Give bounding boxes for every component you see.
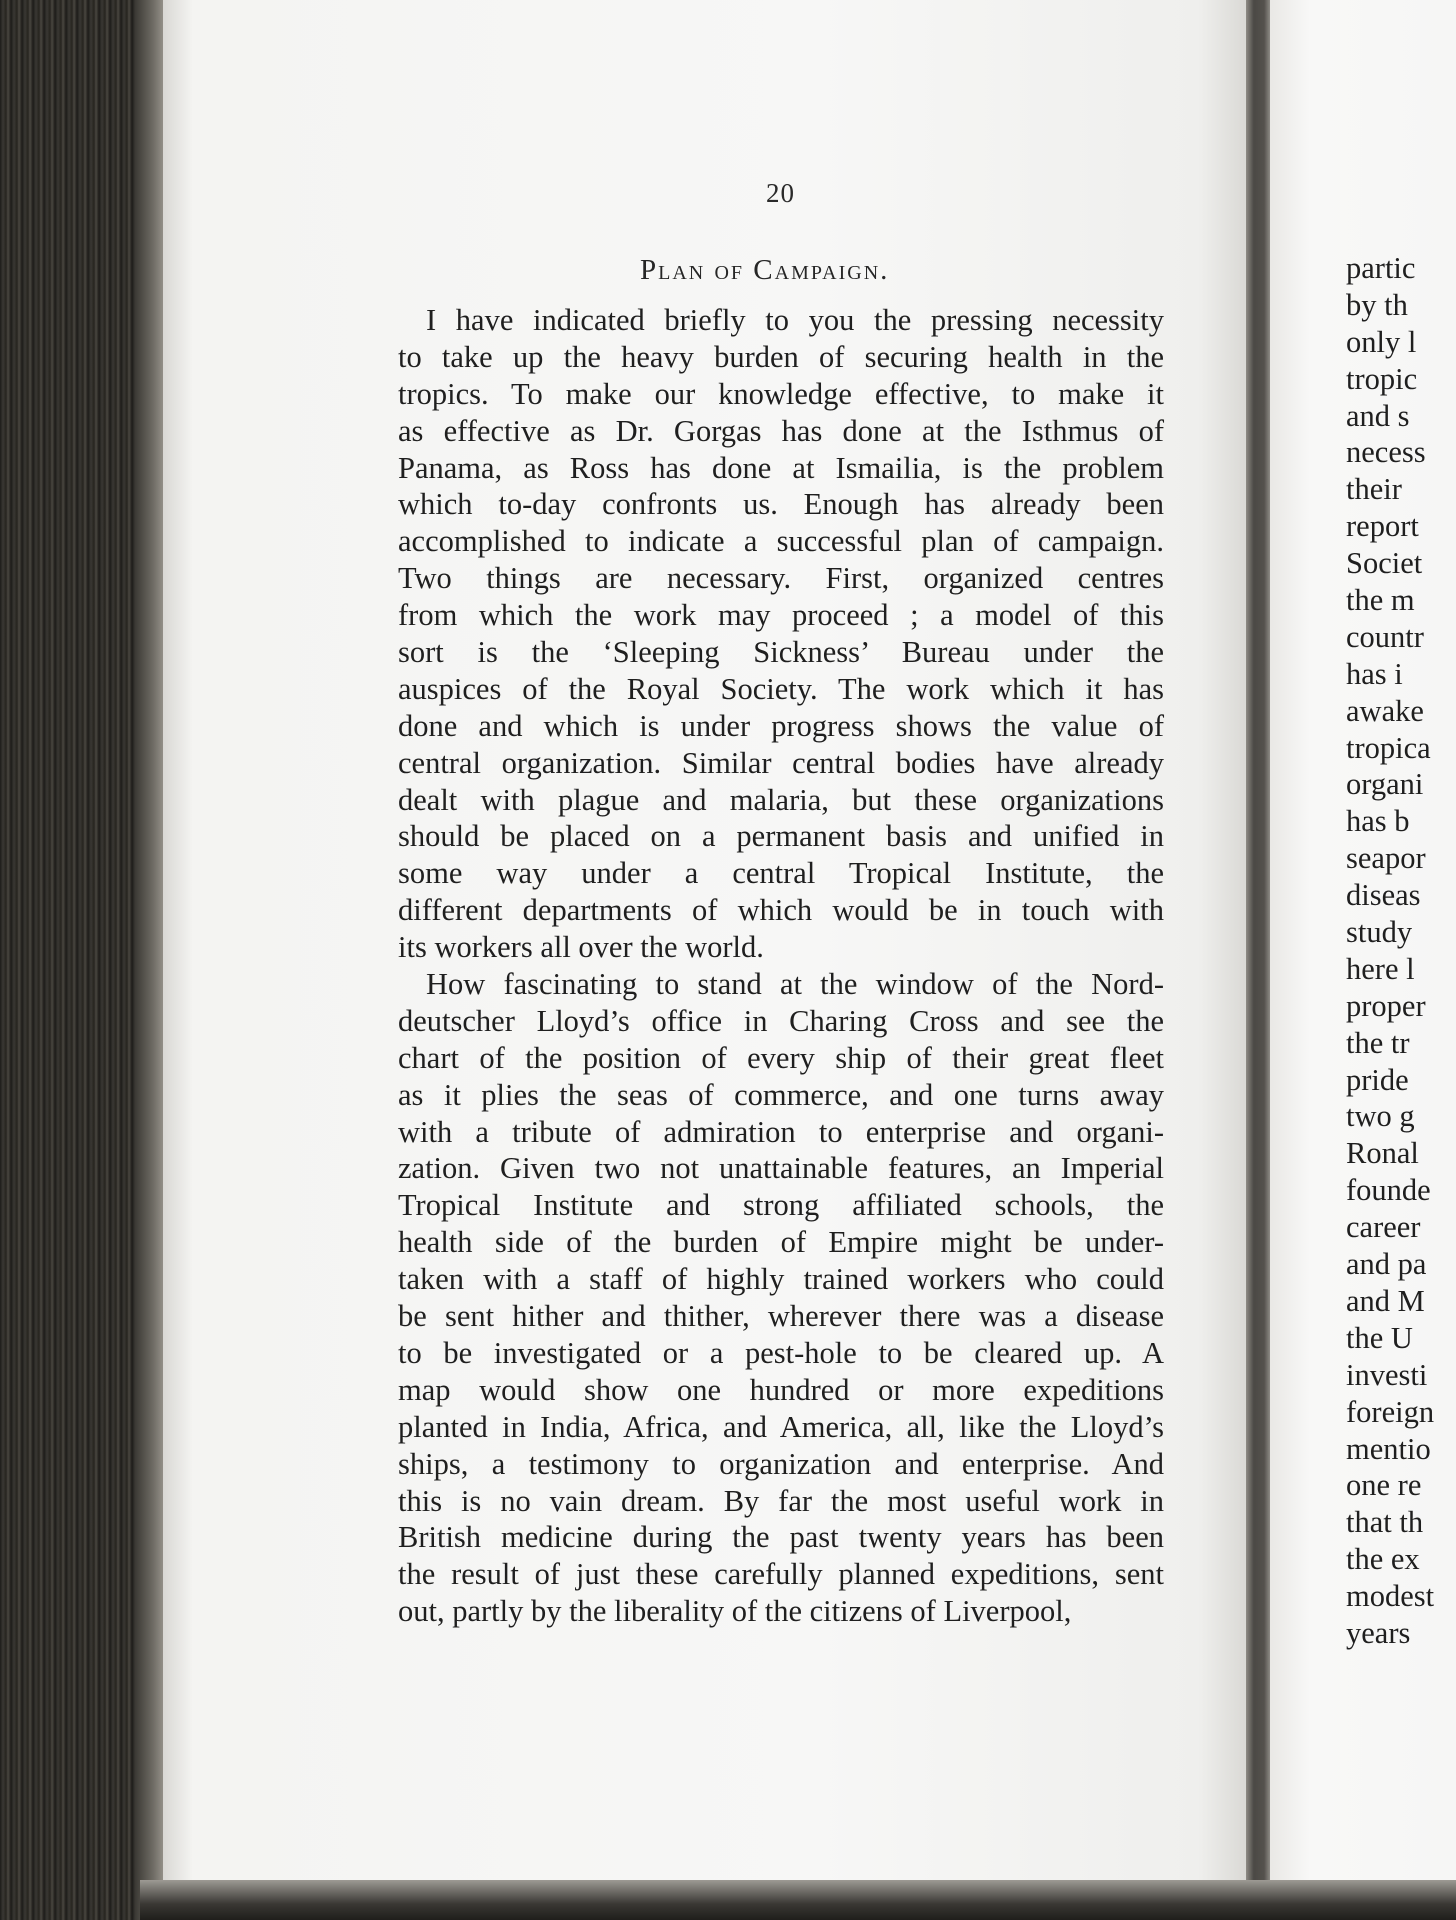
facing-text-line: Societ: [1346, 546, 1423, 581]
facing-page-text: [1346, 250, 1456, 1652]
facing-text-line: that th: [1346, 1505, 1424, 1540]
text-line: should be placed on a permanent basis and unified in: [398, 819, 1164, 854]
facing-text-line: by th: [1346, 287, 1408, 322]
facing-text-line: necess: [1346, 435, 1426, 470]
text-line: map would show one hundred or more expeditions: [398, 1372, 1164, 1407]
text-line: to take up the heavy burden of securing health in the: [398, 339, 1164, 374]
text-line: chart of the position of every ship of their great fleet: [398, 1040, 1164, 1075]
text-line: be sent hither and thither, wherever there was a disease: [398, 1299, 1164, 1334]
text-line: planted in India, Africa, and America, all, like the Lloyd’s: [398, 1409, 1164, 1444]
facing-text-line: countr: [1346, 619, 1424, 654]
text-line: to be investigated or a pest-hole to be cleared up. A: [398, 1335, 1164, 1370]
facing-text-line: Ronal: [1346, 1136, 1419, 1171]
text-line: How fascinating to stand at the window of the Nord-: [426, 967, 1164, 1002]
facing-text-line: organi: [1346, 767, 1424, 802]
facing-text-line: the m: [1346, 583, 1415, 618]
facing-text-line: and M: [1346, 1283, 1425, 1318]
text-line: out, partly by the liberality of the citizens of Liverpool,: [398, 1594, 1072, 1629]
facing-text-line: and s: [1346, 398, 1410, 433]
text-line: I have indicated briefly to you the pressing necessity: [426, 303, 1164, 337]
facing-text-line: here l: [1346, 951, 1415, 986]
facing-text-line: one re: [1346, 1468, 1422, 1503]
facing-text-line: partic: [1346, 251, 1416, 285]
text-line: done and which is under progress shows the value of: [398, 708, 1164, 743]
facing-text-line: the ex: [1346, 1542, 1420, 1577]
text-line: auspices of the Royal Society. The work which it has: [398, 671, 1164, 706]
text-line: Two things are necessary. First, organized centres: [398, 561, 1164, 596]
text-line: British medicine during the past twenty years has been: [398, 1520, 1164, 1555]
text-line: some way under a central Tropical Institute, the: [398, 856, 1164, 891]
facing-text-line: has i: [1346, 656, 1403, 691]
text-line: the result of just these carefully planned expeditions, sent: [398, 1557, 1164, 1592]
text-line: accomplished to indicate a successful plan of campaign.: [398, 524, 1164, 559]
book-bottom-edge: [140, 1880, 1456, 1920]
paragraph-2: [398, 966, 1164, 1630]
text-line: deutscher Lloyd’s office in Charing Cross and see the: [398, 1003, 1164, 1038]
paragraph-1: [398, 302, 1164, 966]
page-number: 20: [766, 178, 795, 208]
facing-text-line: has b: [1346, 804, 1410, 839]
facing-text-line: foreign: [1346, 1394, 1435, 1429]
facing-text-line: awake: [1346, 693, 1424, 728]
facing-text-line: pride: [1346, 1062, 1409, 1097]
text-line: zation. Given two not unattainable features, an Imperial: [398, 1151, 1164, 1186]
facing-text-line: the tr: [1346, 1025, 1410, 1060]
text-line: central organization. Similar central bodies have already: [398, 745, 1164, 780]
text-line: tropics. To make our knowledge effective, to make it: [398, 376, 1164, 411]
facing-text-line: the U: [1346, 1320, 1413, 1355]
facing-text-line: modest: [1346, 1579, 1435, 1614]
facing-text-line: tropic: [1346, 361, 1418, 396]
facing-text-line: years: [1346, 1615, 1411, 1650]
text-line: sort is the ‘Sleeping Sickness’ Bureau under the: [398, 635, 1164, 670]
text-line: as effective as Dr. Gorgas has done at the Isthmus of: [398, 413, 1164, 448]
facing-text-line: and pa: [1346, 1247, 1427, 1282]
facing-text-line: diseas: [1346, 878, 1421, 913]
facing-text-line: proper: [1346, 988, 1426, 1023]
text-line: health side of the burden of Empire might be under-: [398, 1225, 1164, 1260]
facing-text-line: tropica: [1346, 730, 1431, 765]
text-line: which to-day confronts us. Enough has already been: [398, 487, 1164, 522]
text-line: taken with a staff of highly trained workers who could: [398, 1262, 1164, 1297]
facing-text-line: study: [1346, 915, 1413, 950]
facing-text-line: mentio: [1346, 1431, 1431, 1466]
facing-text-line: career: [1346, 1210, 1421, 1245]
book-left-edge: [0, 0, 165, 1920]
facing-text-line: founde: [1346, 1173, 1431, 1208]
book-gutter: [1246, 0, 1272, 1920]
text-line: its workers all over the world.: [398, 930, 764, 965]
text-line: this is no vain dream. By far the most useful work in: [398, 1483, 1164, 1518]
text-line: dealt with plague and malaria, but these organizations: [398, 782, 1164, 817]
text-line: different departments of which would be in touch with: [398, 893, 1164, 928]
text-line: from which the work may proceed ; a model of this: [398, 598, 1164, 633]
facing-text-line: investi: [1346, 1357, 1428, 1392]
body-text: [398, 302, 1164, 1630]
facing-text-line: their: [1346, 472, 1402, 507]
text-line: ships, a testimony to organization and enterprise. And: [398, 1446, 1164, 1481]
facing-text-line: only l: [1346, 324, 1417, 359]
text-line: with a tribute of admiration to enterprise and organi-: [398, 1114, 1164, 1149]
text-line: Panama, as Ross has done at Ismailia, is the problem: [398, 450, 1164, 485]
facing-text-line: seapor: [1346, 841, 1426, 876]
section-heading: Plan of Campaign.: [640, 254, 890, 286]
facing-text-line: two g: [1346, 1099, 1415, 1134]
text-line: as it plies the seas of commerce, and one turns away: [398, 1077, 1164, 1112]
text-line: Tropical Institute and strong affiliated schools, the: [398, 1188, 1164, 1223]
facing-text-line: report: [1346, 509, 1419, 544]
